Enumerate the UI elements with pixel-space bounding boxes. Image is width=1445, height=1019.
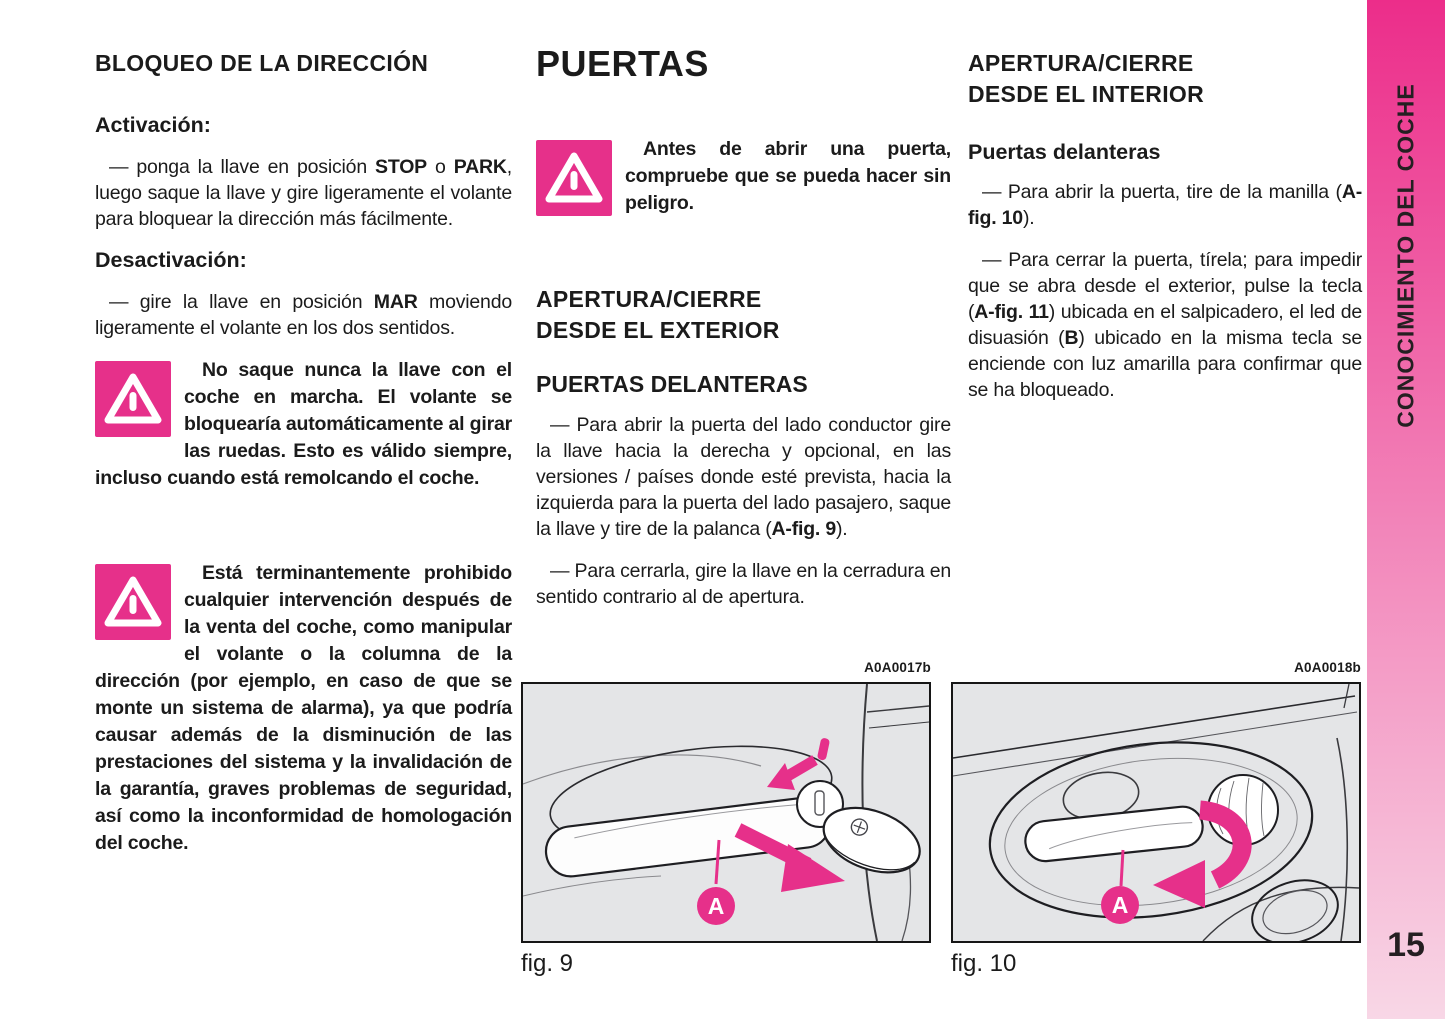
heading-apertura-interior (968, 48, 1362, 110)
warning-triangle-icon (536, 140, 612, 216)
paragraph-activacion: — ponga la llave en posición STOP o PARK, luego saque la llave y gire ligeramente el volante para bloquear la dirección más fácilmente. (95, 156, 512, 230)
section-tab-label-wrap (1367, 30, 1445, 480)
page-title-puertas: PUERTAS (536, 43, 709, 84)
page-number: 15 (1387, 926, 1425, 964)
callout-label-a: A (697, 887, 735, 925)
subheading-puertas-delanteras: Puertas delanteras (968, 140, 1161, 164)
warning-text-puertas: Antes de abrir una puerta, compruebe que se pueda hacer sin peligro. (625, 138, 951, 214)
warning-text-prohibido: Está terminantemente prohibido cualquier intervención después de la venta del coche, como manipular el volante o la columna de la dirección (por ejemplo, en caso de que se monte un sistema de alarma), ya que podría causar además de la disminución de las prestaciones del sistema y la invalidación de la garantía, graves problemas de seguridad, así como la inconformidad de homologación del coche. (95, 562, 512, 854)
heading-puertas-delanteras: PUERTAS DELANTERAS (536, 371, 808, 397)
paragraph-abrir-exterior: — Para abrir la puerta del lado conductor gire la llave hacia la derecha y opcional, en las versiones / países donde esté prevista, hacia la izquierda para la puerta del lado pasajero, saque la llave y tire de la palanca (A-fig. 9). (536, 414, 951, 540)
subheading-desactivacion: Desactivación: (95, 248, 247, 272)
paragraph-abrir-interior: — Para abrir la puerta, tire de la manilla (A-fig. 10). (968, 181, 1362, 229)
paragraph-cerrar-interior: — Para cerrar la puerta, tírela; para impedir que se abra desde el exterior, pulse la tecla (A-fig. 11) ubicada en el salpicadero, el led de disuasión (B) ubicado en la misma tecla se enciende con luz amarilla para confirmar que se ha bloqueado. (968, 249, 1362, 401)
warning-block-llave (95, 357, 512, 492)
figure-9-illustration (521, 682, 931, 943)
warning-text-llave: No saque nunca la llave con el coche en marcha. El volante se bloquearía automáticamente al girar las ruedas. Esto es válido siempre, incluso cuando está remolcando el coche. (95, 359, 512, 489)
heading-line: DESDE EL INTERIOR (968, 81, 1204, 107)
warning-triangle-icon (95, 361, 171, 437)
figure-9 (521, 660, 931, 978)
figure-caption: fig. 9 (521, 950, 574, 977)
figure-caption: fig. 10 (951, 950, 1017, 977)
heading-bloqueo-direccion: BLOQUEO DE LA DIRECCIÓN (95, 50, 429, 76)
warning-block-prohibido (95, 560, 512, 857)
figure-code: A0A0018b (1294, 660, 1361, 675)
warning-block-puertas (536, 136, 951, 220)
interior-door-handle-drawing (953, 684, 1359, 941)
paragraph-desactivacion: — gire la llave en posición MAR moviendo ligeramente el volante en los dos sentidos. (95, 291, 512, 339)
section-tab (1367, 0, 1445, 1019)
right-column (968, 48, 1362, 419)
left-column (95, 48, 512, 857)
heading-line: APERTURA/CIERRE (968, 50, 1194, 76)
heading-line: APERTURA/CIERRE (536, 286, 762, 312)
subheading-activacion: Activación: (95, 113, 211, 137)
figure-10-illustration (951, 682, 1361, 943)
callout-label-a: A (1101, 886, 1139, 924)
paragraph-cerrar-exterior: — Para cerrarla, gire la llave en la cerradura en sentido contrario al de apertura. (536, 560, 951, 608)
warning-triangle-icon (95, 564, 171, 640)
middle-column (536, 44, 951, 626)
figure-code: A0A0017b (864, 660, 931, 675)
section-tab-label: CONOCIMIENTO DEL COCHE (1392, 82, 1419, 428)
heading-apertura-exterior (536, 284, 951, 346)
figure-10 (951, 660, 1361, 978)
heading-line: DESDE EL EXTERIOR (536, 317, 780, 343)
